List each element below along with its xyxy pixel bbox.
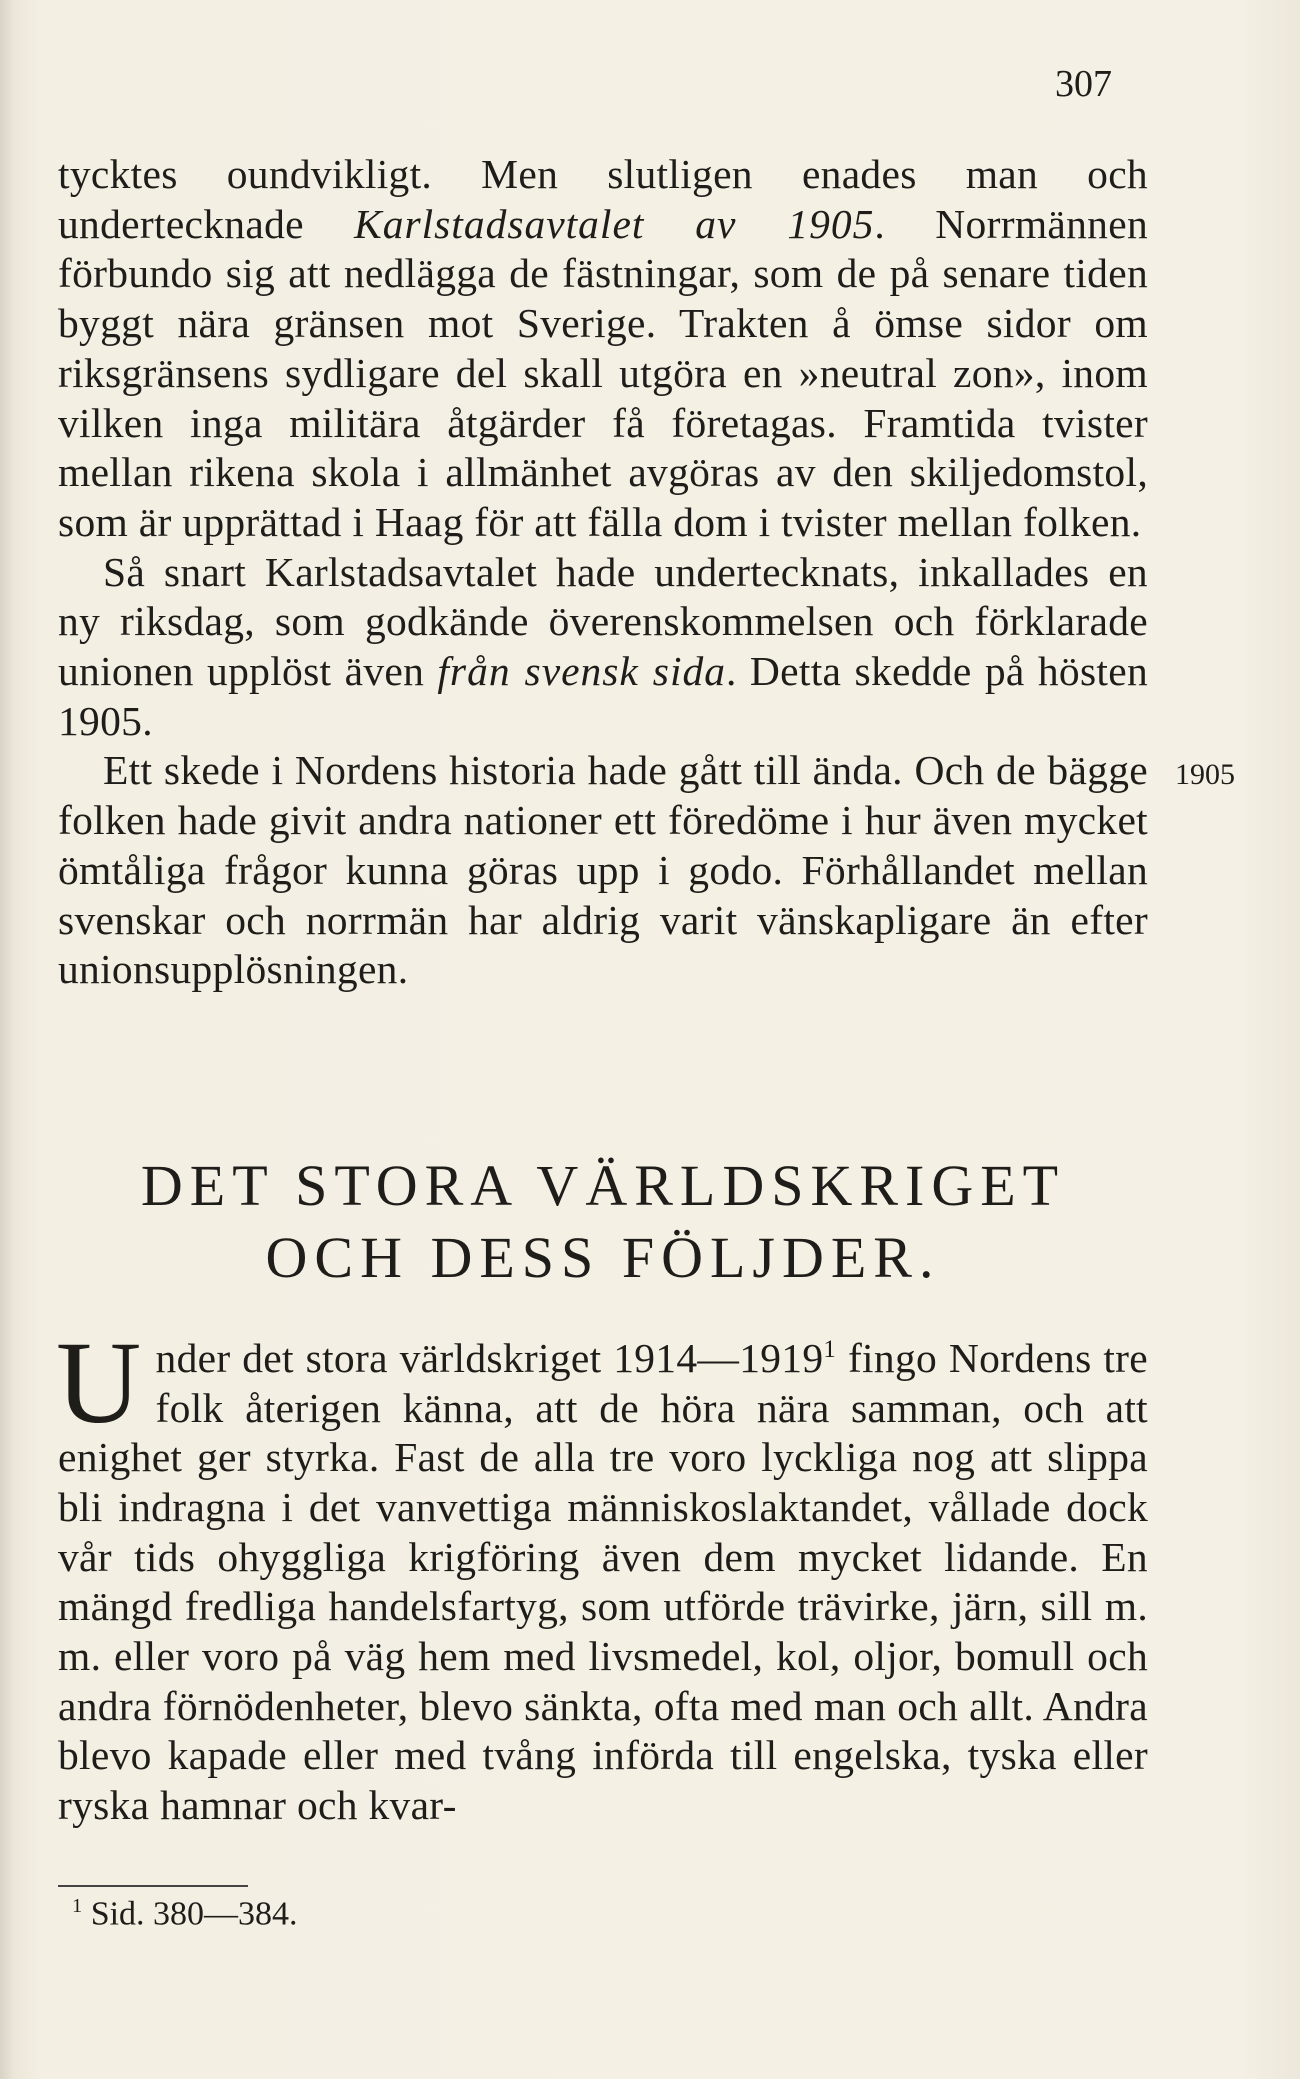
paragraph bbox=[58, 746, 1148, 995]
text-span: . Detta skedde på hösten 1905. bbox=[58, 648, 1148, 744]
margin-year-note: 1905 bbox=[1175, 758, 1235, 791]
drop-cap: U bbox=[56, 1317, 142, 1448]
italic-span: Karlstadsavtalet av 1905 bbox=[354, 200, 875, 247]
text-span: nder det stora världskriget 1914—1919 bbox=[155, 1334, 824, 1381]
text-span: Så snart Karlstadsavtalet hade undertecknats, inkallades en ny riksdag, som godkände överenskommelsen och förklarade unionen upplöst även bbox=[58, 548, 1148, 695]
text-block-chapter bbox=[56, 1317, 1148, 1831]
heading-line: DET STORA VÄRLDSKRIGET bbox=[140, 1153, 1066, 1218]
footnote bbox=[72, 1895, 298, 1933]
text-span: Ett skede i Nordens historia hade gått till ända. Och de bägge folken hade givit andra nationer ett föredöme i hur även mycket ömtåliga frågor kunna göras upp i godo. Förhållandet mellan svenskar och norrmän har aldrig varit vänskapligare än efter unionsupplösningen. bbox=[58, 747, 1148, 993]
paragraph bbox=[56, 1317, 1148, 1831]
text-span: fingo Nordens tre folk återigen känna, att de höra nära samman, och att enighet ger styrka. Fast de alla tre voro lyckliga nog att slippa bli indragna i det vanvettiga människoslaktandet, vållade dock vår tids ohyggliga krigföring även dem mycket lidande. En mängd fredliga handelsfartyg, som utförde trävirke, järn, sill m. m. eller voro på väg hem med livsmedel, kol, oljor, bomull och andra förnödenheter, blevo sänkta, ofta med man och allt. Andra blevo kapade eller med tvång införda till engelska, tyska eller ryska hamnar och kvar- bbox=[58, 1334, 1148, 1829]
footnote-marker: 1 bbox=[72, 1895, 83, 1917]
paragraph bbox=[58, 548, 1148, 747]
text-span: tycktes oundvikligt. Men slutligen enades man och undertecknade bbox=[58, 151, 1148, 247]
paragraph bbox=[58, 150, 1148, 548]
heading-line: OCH DESS FÖLJDER. bbox=[265, 1225, 941, 1290]
text-block-top bbox=[58, 150, 1148, 995]
chapter-heading bbox=[58, 1150, 1148, 1294]
footnote-divider bbox=[58, 1885, 248, 1887]
page-number: 307 bbox=[1055, 63, 1112, 105]
italic-span: från svensk sida bbox=[437, 648, 726, 695]
text-span: . Norrmännen förbundo sig att nedlägga de fästningar, som de på senare tiden byggt nära gränsen mot Sverige. Trakten å ömse sidor om riksgränsens sydligare del skall utgöra en »neutral zon», inom vilken inga militära åtgärder få företagas. Framtida tvister mellan rikena skola i allmänhet avgöras av den skiljedomstol, som är upprättad i Haag för att fälla dom i tvister mellan folken. bbox=[58, 200, 1148, 545]
footnote-ref: 1 bbox=[823, 1336, 837, 1363]
footnote-text: Sid. 380—384. bbox=[90, 1895, 298, 1933]
